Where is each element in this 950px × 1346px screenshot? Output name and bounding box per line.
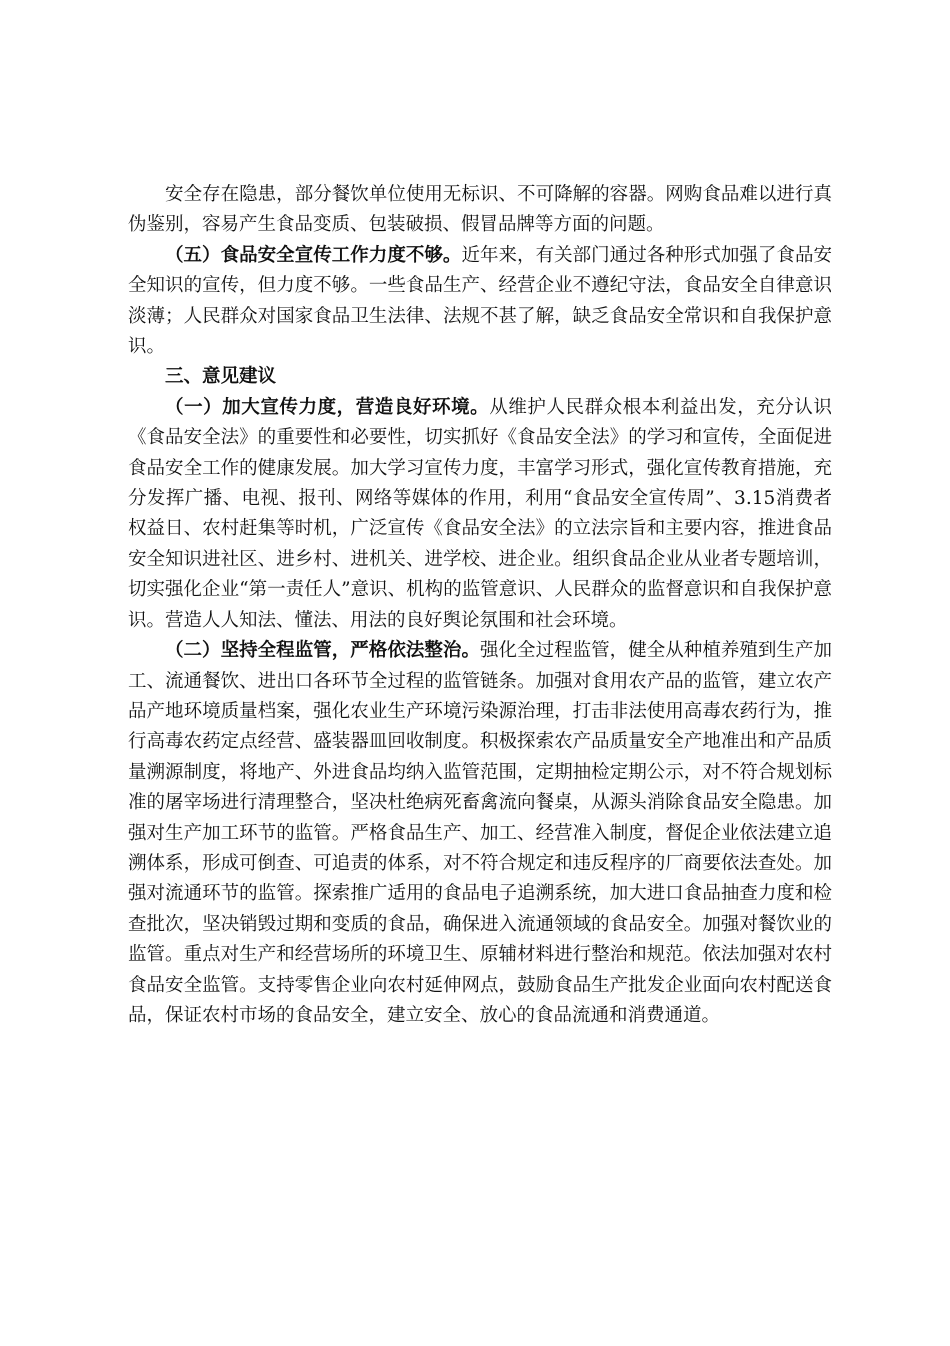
- paragraph-lead: （五）食品安全宣传工作力度不够。: [165, 244, 462, 266]
- paragraph-section-5: [128, 241, 832, 363]
- paragraph-lead: （一）加大宣传力度，营造良好环境。: [165, 396, 490, 418]
- section-heading: [128, 362, 832, 392]
- section-title: 三、意见建议: [165, 366, 277, 388]
- paragraph-suggestion-1: [128, 393, 832, 636]
- paragraph-continuation: [128, 180, 832, 241]
- paragraph-text: 强化全过程监管，健全从种植养殖到生产加工、流通餐饮、进出口各环节全过程的监管链条。加强对食用农产品的监管，建立农产品产地环境质量档案，强化农业生产环境污染源治理，打击非法使用高毒农药行为，推行高毒农药定点经营、盛装器皿回收制度。积极探索农产品质量安全产地准出和产品质量溯源制度，将地产、外进食品均纳入监管范围，定期抽检定期公示，对不符合规划标准的屠宰场进行清理整合，坚决杜绝病死畜禽流向餐桌，从源头消除食品安全隐患。加强对生产加工环节的监管。严格食品生产、加工、经营准入制度，督促企业依法建立追溯体系，形成可倒查、可追责的体系，对不符合规定和违反程序的厂商要依法查处。加强对流通环节的监管。探索推广适用的食品电子追溯系统，加大进口食品抽查力度和检查批次，坚决销毁过期和变质的食品，确保进入流通领域的食品安全。加强对餐饮业的监管。重点对生产和经营场所的环境卫生、原辅材料进行整治和规范。依法加强对农村食品安全监管。支持零售企业向农村延伸网点，鼓励食品生产批发企业面向农村配送食品，保证农村市场的食品安全，建立安全、放心的食品流通和消费通道。: [128, 640, 832, 1026]
- body-text: [128, 180, 832, 1031]
- paragraph-lead: （二）坚持全程监管，严格依法整治。: [165, 640, 480, 662]
- paragraph-text: 近年来，有关部门通过各种形式加强了食品安全知识的宣传，但力度不够。一些食品生产、经营企业不遵纪守法，食品安全自律意识淡薄；人民群众对国家食品卫生法律、法规不甚了解，缺乏食品安全常识和自我保护意识。: [128, 244, 832, 358]
- paragraph-suggestion-2: [128, 636, 832, 1031]
- paragraph-text: 从维护人民群众根本利益出发，充分认识《食品安全法》的重要性和必要性，切实抓好《食品安全法》的学习和宣传，全面促进食品安全工作的健康发展。加大学习宣传力度，丰富学习形式，强化宣传教育措施，充分发挥广播、电视、报刊、网络等媒体的作用，利用“食品安全宣传周”、3.15消费者权益日、农村赶集等时机，广泛宣传《食品安全法》的立法宗旨和主要内容，推进食品安全知识进社区、进乡村、进机关、进学校、进企业。组织食品企业从业者专题培训，切实强化企业“第一责任人”意识、机构的监管意识、人民群众的监督意识和自我保护意识。营造人人知法、懂法、用法的良好舆论氛围和社会环境。: [128, 396, 832, 631]
- paragraph-text: 安全存在隐患，部分餐饮单位使用无标识、不可降解的容器。网购食品难以进行真伪鉴别，容易产生食品变质、包装破损、假冒品牌等方面的问题。: [128, 184, 832, 236]
